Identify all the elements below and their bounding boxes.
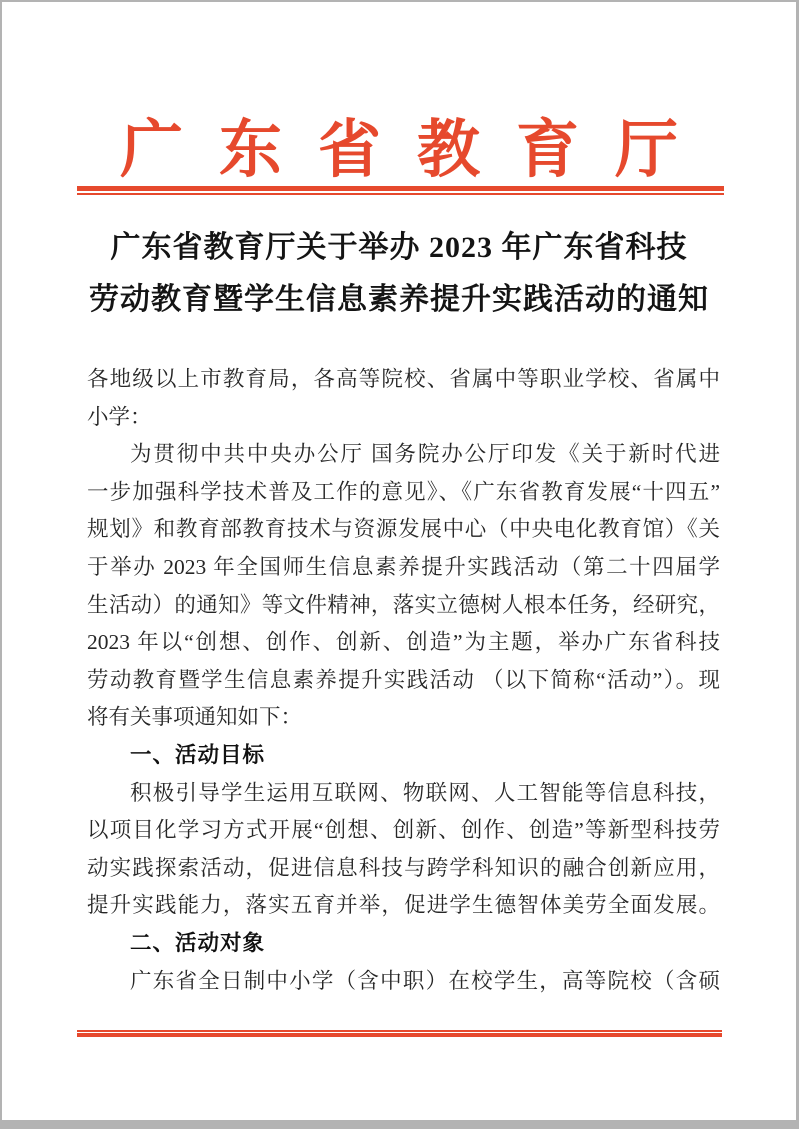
- section-heading: 二、活动对象: [130, 930, 266, 955]
- body-line: 以项目化学习方式开展“创想、创新、创作、创造”等新型科技劳: [87, 818, 720, 843]
- body-line: 一步加强科学技术普及工作的意见》、《广东省教育发展“十四五”: [87, 479, 720, 504]
- body-line: 2023 年以“创想、创作、创新、创造”为主题，举办广东省科技: [87, 630, 720, 655]
- document-title-line2: 劳动教育暨学生信息素养提升实践活动的通知: [89, 283, 709, 316]
- document-title: [2, 222, 796, 326]
- body-line: 生活动）的通知》等文件精神，落实立德树人根本任务，经研究，: [87, 592, 720, 617]
- body-line: 动实践探索活动，促进信息科技与跨学科知识的融合创新应用，: [87, 855, 720, 880]
- body-line: 各地级以上市教育局，各高等院校、省属中等职业学校、省属中: [87, 367, 720, 391]
- body-line: 积极引导学生运用互联网、物联网、人工智能等信息科技，: [130, 780, 720, 805]
- body-line: 劳动教育暨学生信息素养提升实践活动 （以下简称“活动”）。现: [87, 667, 720, 692]
- body-line: 规划》和教育部教育技术与资源发展中心（中央电化教育馆）《关: [87, 517, 720, 542]
- document-title-line1: 广东省教育厅关于举办 2023 年广东省科技: [110, 231, 688, 264]
- body-line: 为贯彻中共中央办公厅 国务院办公厅印发《关于新时代进: [130, 442, 720, 467]
- section-heading: 一、活动目标: [130, 742, 266, 767]
- agency-letterhead: 广东省教育厅: [120, 115, 714, 185]
- page-bottom-divider-line: [77, 1030, 722, 1037]
- body-line: 于举办 2023 年全国师生信息素养提升实践活动（第二十四届学: [87, 554, 720, 579]
- body-line: 将有关事项通知如下：: [87, 705, 303, 730]
- body-line: 广东省全日制中小学（含中职）在校学生，高等院校（含硕: [130, 968, 720, 993]
- body-line: 小学：: [87, 404, 152, 429]
- body-line: 提升实践能力，落实五育并举，促进学生德智体美劳全面发展。: [87, 893, 720, 918]
- letterhead-divider-line: [77, 186, 724, 195]
- document-body: [87, 361, 720, 1000]
